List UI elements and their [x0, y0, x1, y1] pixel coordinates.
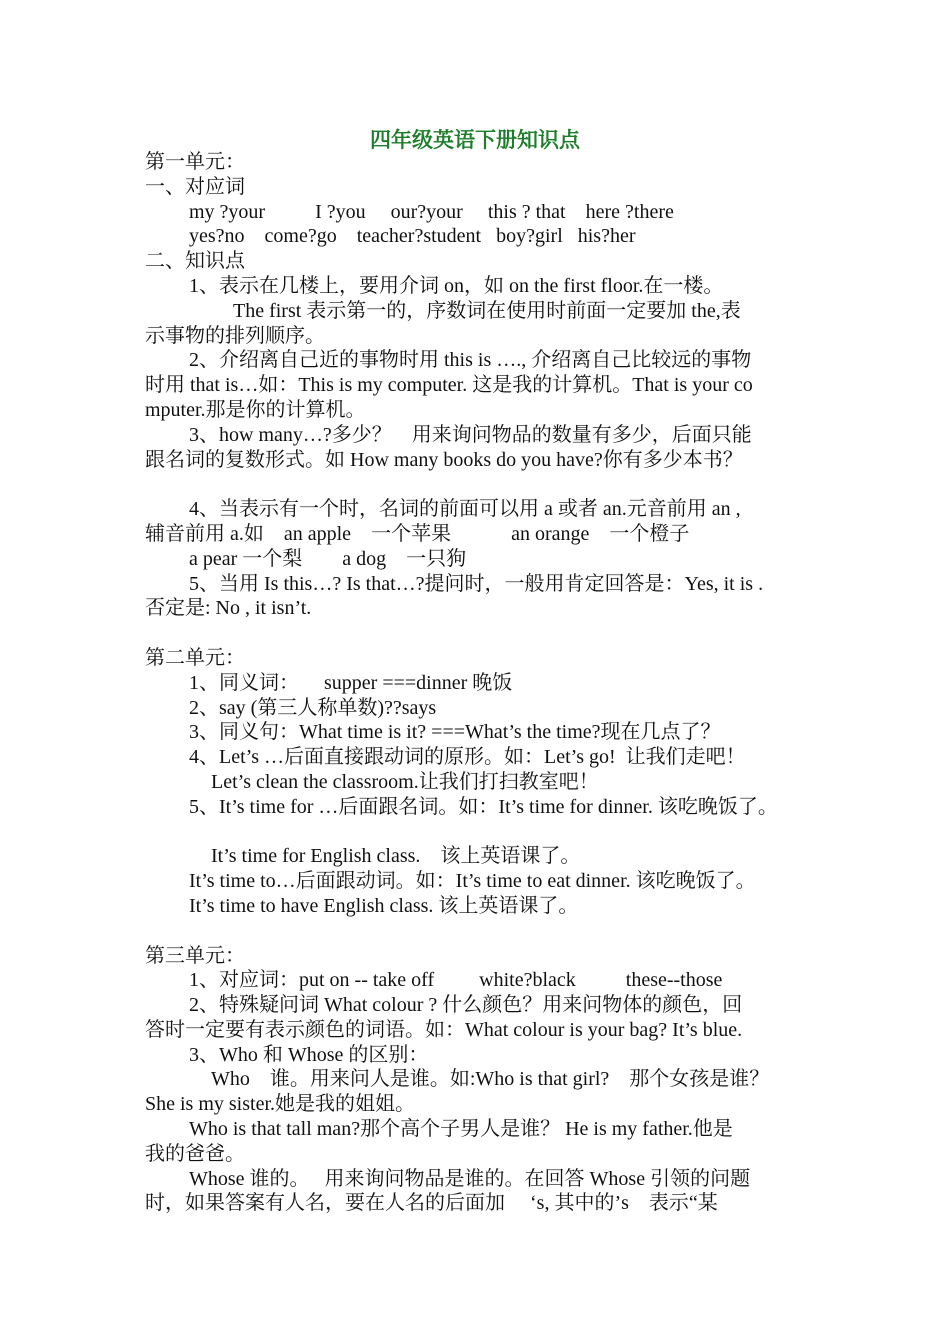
text-line: 时，如果答案有人名，要在人名的后面加 ‘s, 其中的’s 表示“某: [145, 1192, 718, 1215]
text-line: 4、当表示有一个时，名词的前面可以用 a 或者 an.元音前用 an ,: [189, 498, 741, 521]
text-line: 3、Who 和 Whose 的区别：: [189, 1043, 429, 1066]
text-line: mputer.那是你的计算机。: [145, 398, 366, 421]
text-line: 示事物的排列顺序。: [145, 324, 325, 347]
text-line: 1、表示在几楼上，要用介词 on，如 on the first floor.在一楼。: [189, 274, 724, 297]
text-line: 5、当用 Is this…? Is that…?提问时，一般用肯定回答是：Yes, it is .: [189, 572, 764, 595]
page-title: 四年级英语下册知识点: [370, 128, 580, 152]
blank-line: [145, 472, 825, 497]
text-line: It’s time to…后面跟动词。如：It’s time to eat dinner. 该吃晚饭了。: [189, 870, 756, 893]
text-line: 2、say (第三人称单数)??says: [189, 696, 437, 719]
text-line: It’s time for English class. 该上英语课了。: [211, 845, 581, 868]
document-body: [145, 150, 825, 1216]
text-line: 3、同义句：What time is it? ===What’s the time?现在几点了？: [189, 721, 721, 744]
text-line: The first 表示第一的，序数词在使用时前面一定要加 the,表: [233, 299, 741, 322]
text-line: my ?your I ?you our?your this ? that here ?there: [189, 200, 674, 223]
text-line: Let’s clean the classroom.让我们打扫教室吧！: [211, 770, 599, 793]
text-line: She is my sister.她是我的姐姐。: [145, 1093, 416, 1116]
text-line: 时用 that is…如：This is my computer. 这是我的计算机。That is your co: [145, 374, 753, 397]
text-line: 4、Let’s …后面直接跟动词的原形。如：Let’s go! 让我们走吧！: [189, 746, 746, 769]
text-line: 我的爸爸。: [145, 1142, 245, 1165]
text-line: 5、It’s time for …后面跟名词。如：It’s time for dinner. 该吃晚饭了。: [189, 795, 778, 818]
text-line: Who 谁。用来问人是谁。如:Who is that girl? 那个女孩是谁？: [211, 1068, 770, 1091]
blank-line: [145, 820, 825, 845]
blank-line: [145, 919, 825, 944]
text-line: Who is that tall man?那个高个子男人是谁？ He is my father.他是: [189, 1118, 733, 1141]
text-line: 2、特殊疑问词 What colour ? 什么颜色？用来问物体的颜色，回: [189, 994, 743, 1017]
text-line: 第三单元：: [145, 944, 245, 967]
text-line: 2、介绍离自己近的事物时用 this is …., 介绍离自己比较远的事物: [189, 349, 752, 372]
text-line: 3、how many…?多少？ 用来询问物品的数量有多少，后面只能: [189, 423, 752, 446]
text-line: 1、对应词：put on -- take off white?black these--those: [189, 969, 723, 992]
text-line: 二、知识点: [145, 250, 245, 273]
text-line: 第一单元：: [145, 151, 245, 173]
blank-line: [145, 621, 825, 646]
text-line: Whose 谁的。 用来询问物品是谁的。在回答 Whose 引领的问题: [189, 1167, 751, 1190]
text-line: 答时一定要有表示颜色的词语。如：What colour is your bag? It’s blue.: [145, 1018, 743, 1041]
text-line: 第二单元：: [145, 646, 245, 669]
text-line: It’s time to have English class. 该上英语课了。: [189, 894, 579, 917]
text-line: a pear 一个梨 a dog 一只狗: [189, 547, 467, 570]
text-line: 否定是: No , it isn’t.: [145, 597, 312, 620]
text-line: 跟名词的复数形式。如 How many books do you have?你有多少本书？: [145, 448, 743, 471]
text-line: yes?no come?go teacher?student boy?girl his?her: [189, 225, 636, 248]
text-line: 辅音前用 a.如 an apple 一个苹果 an orange 一个橙子: [145, 522, 690, 545]
text-line: 1、同义词： supper ===dinner 晚饭: [189, 671, 513, 694]
text-line: 一、对应词: [145, 175, 245, 198]
